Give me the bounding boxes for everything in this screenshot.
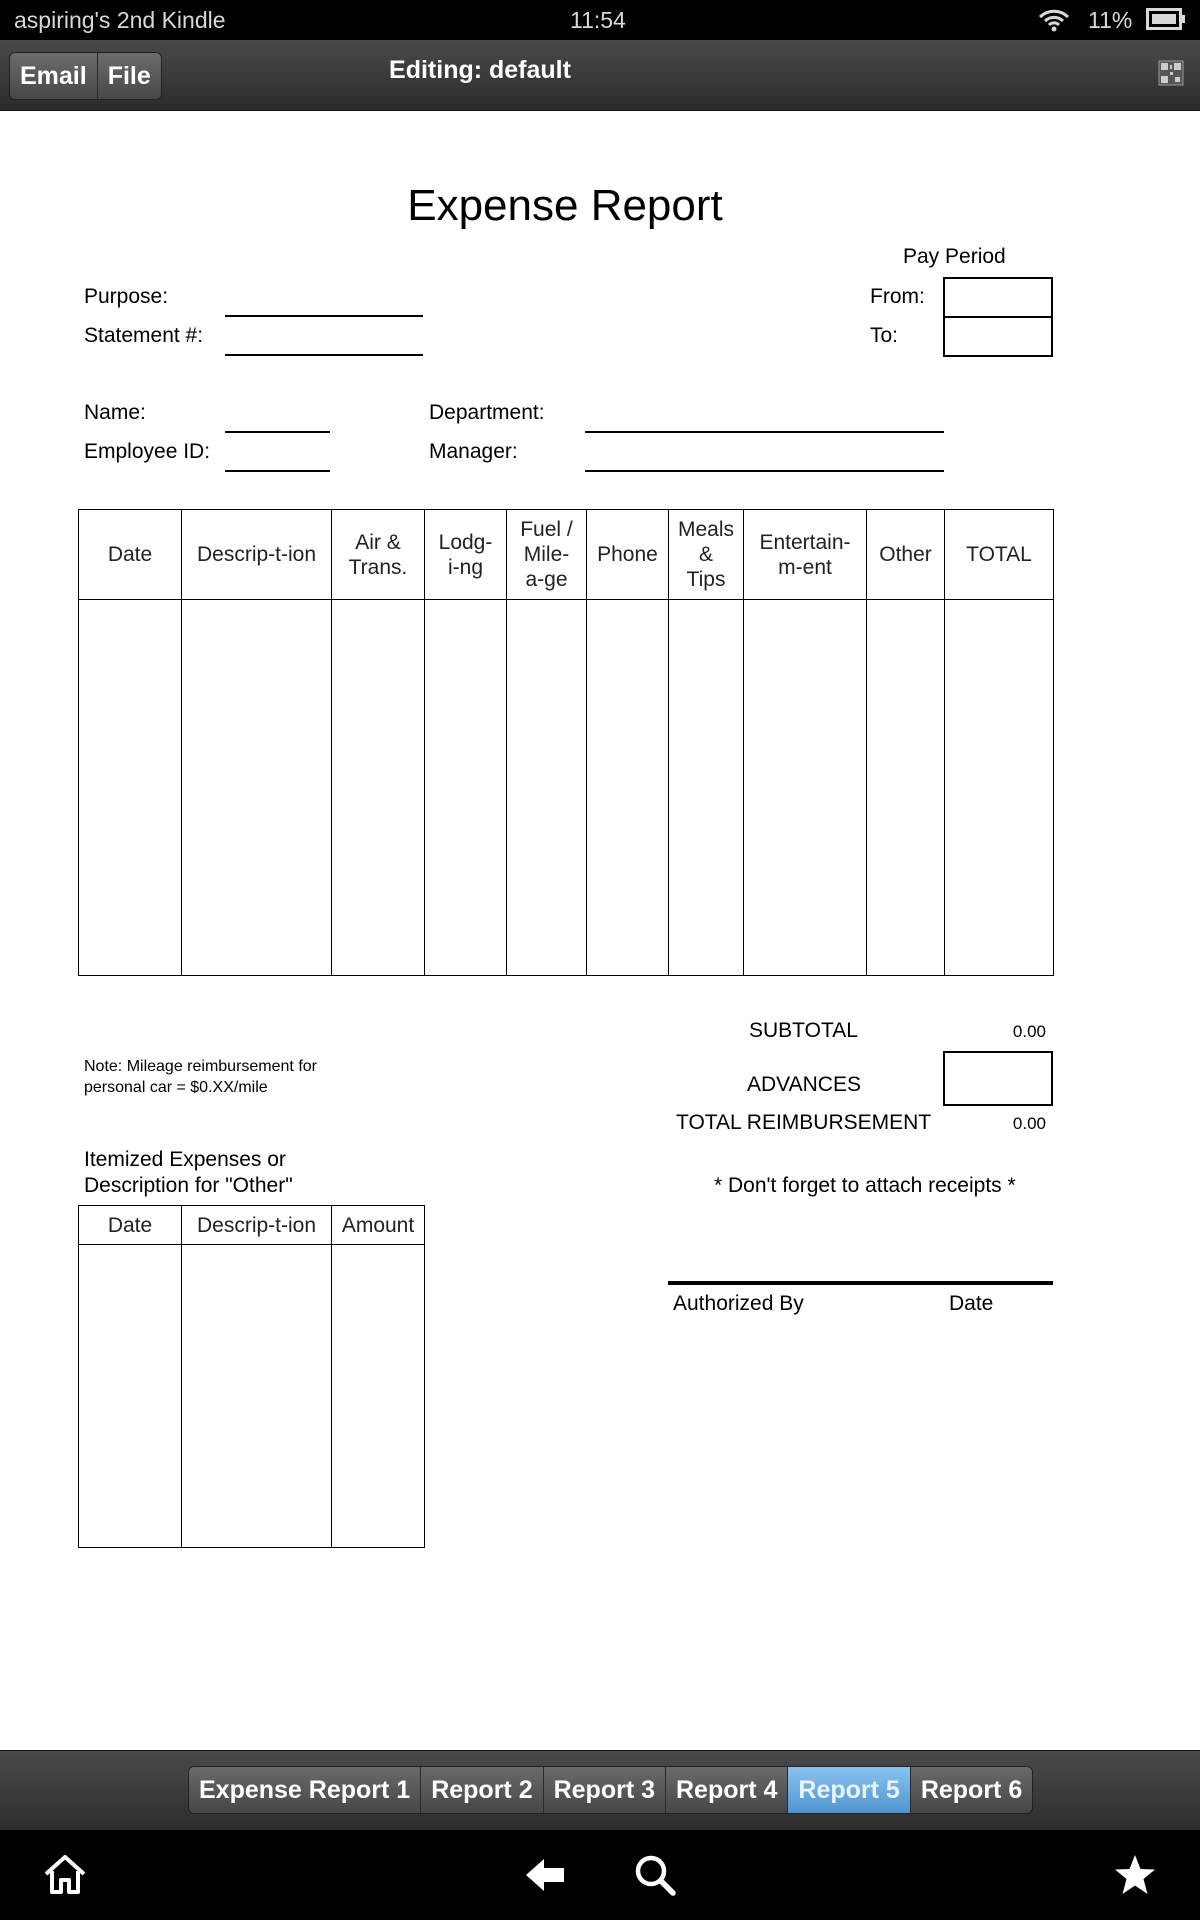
expense-table-body	[79, 600, 1054, 976]
itemized-col-amount	[332, 1206, 425, 1245]
col-phone-label: Phone	[597, 543, 658, 566]
from-date-field[interactable]	[943, 277, 1053, 318]
status-time: 11:54	[570, 7, 626, 33]
tab-expense-report-1[interactable]: Expense Report 1	[189, 1767, 420, 1813]
expense-table	[78, 509, 1054, 976]
from-label: From:	[870, 285, 925, 308]
col-phone	[587, 510, 669, 600]
mileage-note-line-2: personal car = $0.XX/mile	[84, 1079, 268, 1096]
expense-cell-entertainment[interactable]	[744, 600, 867, 976]
itemized-table	[78, 1205, 425, 1548]
col-lodging-label-1: Lodg-	[438, 530, 493, 554]
itemized-col-date	[79, 1206, 182, 1245]
sheet-tab-bar	[0, 1750, 1200, 1830]
statement-label: Statement #:	[84, 324, 204, 347]
tab-report-5[interactable]: Report 5	[787, 1767, 909, 1813]
col-meals-label-1: Meals	[677, 518, 735, 541]
back-icon[interactable]	[522, 1852, 568, 1903]
department-label: Department:	[429, 401, 545, 424]
total-reimbursement-label: TOTAL REIMBURSEMENT	[676, 1111, 932, 1134]
itemized-col-description	[182, 1206, 332, 1245]
expense-report-document	[0, 111, 1200, 1750]
to-date-field[interactable]	[943, 316, 1053, 357]
col-description-label: Descrip-t-ion	[196, 543, 317, 566]
name-field[interactable]	[225, 431, 330, 433]
expense-cell-total[interactable]	[945, 600, 1054, 976]
col-fuel-label-3: a-ge	[525, 568, 568, 591]
itemized-cell-date[interactable]	[79, 1245, 182, 1548]
advances-field[interactable]	[943, 1051, 1053, 1106]
itemized-col-description-label: Descrip-t-ion	[196, 1213, 317, 1237]
expense-cell-date[interactable]	[79, 600, 182, 976]
device-name: aspiring's 2nd Kindle	[14, 7, 226, 33]
statement-field[interactable]	[225, 354, 423, 356]
col-meals-tips	[669, 510, 744, 600]
col-lodging	[425, 510, 507, 600]
employee-id-field[interactable]	[225, 470, 330, 472]
col-air-label-1: Air &	[355, 530, 401, 554]
qr-code-icon[interactable]	[1158, 60, 1184, 91]
tab-report-6[interactable]: Report 6	[910, 1767, 1032, 1813]
col-date	[79, 510, 182, 600]
col-fuel-label-1: Fuel /	[520, 518, 573, 541]
pay-period-label: Pay Period	[903, 245, 1006, 268]
subtotal-value: 0.00	[1012, 1022, 1046, 1041]
col-date-label: Date	[107, 543, 153, 566]
tab-report-3[interactable]: Report 3	[543, 1767, 665, 1813]
col-total	[945, 510, 1054, 600]
status-bar	[0, 0, 1200, 40]
itemized-col-amount-label: Amount	[341, 1213, 415, 1237]
battery-percent: 11%	[1088, 7, 1133, 33]
department-field[interactable]	[585, 431, 944, 433]
col-entertainment-label-2: m-ent	[778, 555, 832, 579]
itemized-heading-line-1: Itemized Expenses or	[84, 1148, 286, 1171]
expense-cell-meals[interactable]	[669, 600, 744, 976]
expense-cell-phone[interactable]	[587, 600, 669, 976]
col-other-label: Other	[879, 543, 932, 566]
system-nav-bar	[0, 1830, 1200, 1920]
sheet-tabs	[188, 1766, 1033, 1814]
itemized-cell-description[interactable]	[182, 1245, 332, 1548]
authorization-signature-line[interactable]	[668, 1281, 1053, 1285]
tab-report-4[interactable]: Report 4	[665, 1767, 787, 1813]
col-fuel-label-2: Mile-	[523, 543, 570, 566]
col-total-label: TOTAL	[966, 543, 1032, 566]
search-icon[interactable]	[632, 1852, 678, 1903]
purpose-field[interactable]	[225, 315, 423, 317]
col-meals-label-2: &	[698, 543, 713, 566]
itemized-table-body	[79, 1245, 425, 1548]
col-meals-label-3: Tips	[686, 568, 726, 591]
authorized-date-label: Date	[949, 1292, 994, 1315]
subtotal-label: SUBTOTAL	[749, 1019, 858, 1042]
expense-table-header	[79, 510, 1054, 600]
expense-cell-other[interactable]	[867, 600, 945, 976]
tab-report-2[interactable]: Report 2	[420, 1767, 542, 1813]
advances-label: ADVANCES	[747, 1073, 861, 1096]
col-other	[867, 510, 945, 600]
file-button[interactable]: File	[97, 53, 161, 99]
home-icon[interactable]	[42, 1852, 88, 1903]
manager-label: Manager:	[429, 440, 518, 463]
col-air-trans	[332, 510, 425, 600]
itemized-heading-line-2: Description for "Other"	[84, 1174, 293, 1197]
name-label: Name:	[84, 401, 146, 424]
report-title: Expense Report	[407, 181, 723, 230]
expense-cell-description[interactable]	[182, 600, 332, 976]
battery-icon	[1146, 8, 1186, 36]
email-button[interactable]: Email	[10, 53, 97, 99]
authorized-by-label: Authorized By	[673, 1292, 804, 1315]
total-reimbursement-value: 0.00	[1012, 1114, 1046, 1133]
col-fuel-mileage	[507, 510, 587, 600]
purpose-label: Purpose:	[84, 285, 169, 308]
mileage-note-line-1: Note: Mileage reimbursement for	[84, 1058, 317, 1075]
top-toolbar	[0, 40, 1200, 111]
itemized-table-header	[79, 1206, 425, 1245]
expense-cell-air[interactable]	[332, 600, 425, 976]
itemized-cell-amount[interactable]	[332, 1245, 425, 1548]
receipts-reminder: * Don't forget to attach receipts *	[714, 1174, 1016, 1197]
star-icon[interactable]	[1112, 1852, 1158, 1903]
manager-field[interactable]	[585, 470, 944, 472]
col-description	[182, 510, 332, 600]
expense-cell-lodging[interactable]	[425, 600, 507, 976]
col-lodging-label-2: i-ng	[447, 555, 484, 579]
employee-id-label: Employee ID:	[84, 440, 211, 463]
expense-cell-fuel[interactable]	[507, 600, 587, 976]
to-label: To:	[870, 324, 899, 347]
col-air-label-2: Trans.	[348, 555, 408, 579]
col-entertainment	[744, 510, 867, 600]
col-entertainment-label-1: Entertain-	[759, 530, 851, 554]
wifi-icon	[1038, 8, 1070, 38]
itemized-col-date-label: Date	[107, 1213, 153, 1237]
editing-title: Editing: default	[389, 56, 571, 84]
